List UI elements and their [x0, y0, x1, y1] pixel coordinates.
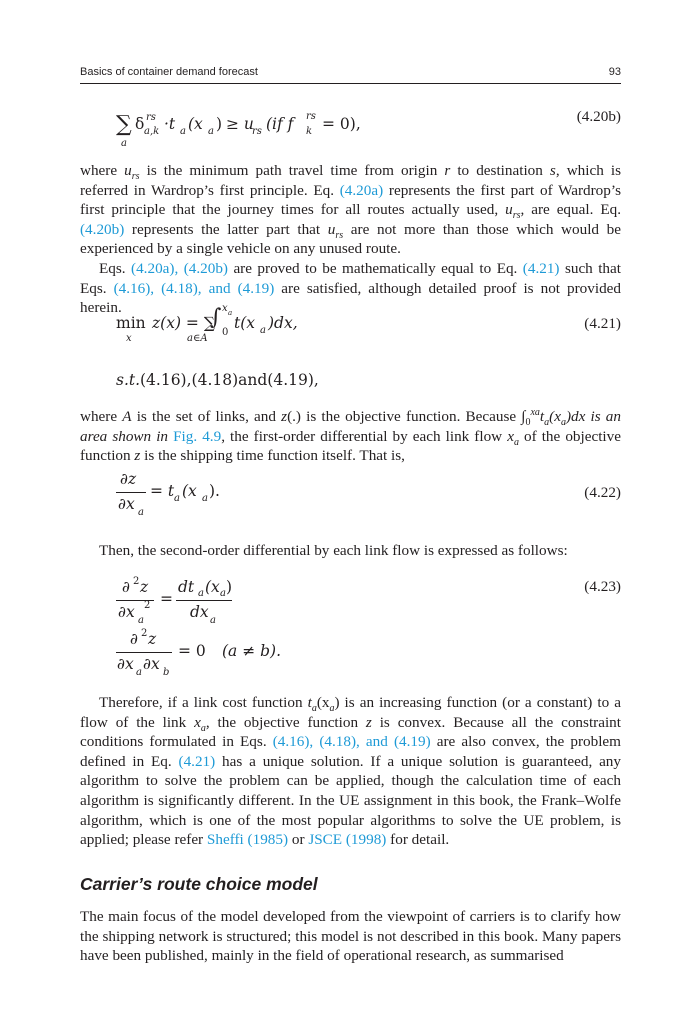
- numerator: ∂: [130, 630, 139, 648]
- ge-term: ≥ u: [226, 115, 254, 133]
- ref-sheffi[interactable]: Sheffi (1985): [206, 831, 289, 849]
- constraint-list: (4.16),(4.18)and(4.19),: [140, 371, 319, 389]
- ref-eq-4-21[interactable]: (4.21): [522, 260, 560, 277]
- ref-eqs-4-20[interactable]: (4.20a), (4.20b): [131, 260, 228, 277]
- fraction-d2z-dxadxb: [116, 630, 172, 676]
- numerator-sub: a: [198, 588, 204, 599]
- integrand-sub: a: [260, 325, 266, 336]
- denominator-sup: 2: [144, 600, 151, 611]
- section-heading: Carrier’s route choice model: [80, 874, 318, 894]
- equation-number: (4.20b): [576, 108, 621, 125]
- min-sub: x: [126, 333, 132, 344]
- equation-number: (4.23): [584, 578, 621, 595]
- header-rule: [80, 83, 621, 84]
- equation-number: (4.21): [584, 315, 621, 332]
- numerator-close: ): [226, 578, 233, 596]
- equation-4-22: [80, 470, 621, 518]
- fraction-bar: [176, 600, 232, 601]
- page-number: 93: [608, 66, 621, 78]
- integrand: t(x: [234, 314, 256, 332]
- subject-to: s.t.: [116, 371, 141, 389]
- denominator: ∂x: [117, 655, 134, 673]
- lhs-symbol: δ: [135, 115, 145, 133]
- fraction-d2z-dxa2: [116, 578, 154, 624]
- denominator-sub: a: [210, 615, 216, 626]
- equals: =: [160, 590, 173, 608]
- ref-eq-4-20b[interactable]: (4.20b): [80, 220, 125, 238]
- sum-symbol: ∑: [116, 112, 132, 137]
- numerator-end: z: [148, 630, 157, 648]
- denominator-sub: a: [138, 615, 144, 626]
- ref-constraints[interactable]: (4.16), (4.18), and (4.19): [113, 279, 275, 297]
- paragraph-carrier: The main focus of the model developed from the viewpoint of carriers is to clarify how the shipping network is structured; this model is not described in this book. Many papers have been published, mainly in the field of operational research, as summarised: [80, 908, 621, 965]
- f-sub: k: [306, 126, 313, 137]
- numerator: ∂: [122, 578, 131, 596]
- denominator-mid: ∂x: [143, 655, 160, 673]
- integral-lower: 0: [222, 327, 229, 338]
- numerator: ∂z: [120, 470, 137, 488]
- denominator-sub: a: [138, 507, 144, 518]
- fraction-dz-dx: [116, 470, 146, 516]
- running-header: [80, 66, 621, 80]
- ref-constraints-2[interactable]: (4.16), (4.18), and (4.19): [272, 733, 431, 751]
- denominator-sub: a: [136, 667, 142, 678]
- numerator: dt: [178, 578, 195, 596]
- equation-4-20b: [80, 108, 621, 148]
- running-header-title: Basics of container demand forecast: [80, 66, 258, 78]
- numerator-sup: 2: [133, 576, 140, 587]
- lhs-term: [135, 115, 144, 133]
- fraction-bar: [116, 652, 172, 653]
- arg-sub: a: [208, 126, 214, 137]
- u-sub: rs: [252, 126, 262, 137]
- rhs-arg: (x: [182, 482, 197, 500]
- cond-end: = 0),: [322, 115, 361, 133]
- numerator-sup: 2: [141, 628, 148, 639]
- equation-4-23: [80, 578, 621, 678]
- integral-upper-sub: a: [228, 309, 233, 317]
- t-term: ·t: [164, 115, 176, 133]
- rhs: = t: [150, 482, 175, 500]
- integral-upper: x: [222, 303, 228, 314]
- lhs-sub: a,k: [144, 126, 160, 137]
- paragraph-convexity: Therefore, if a link cost function $t_a(x_a)$ is an increasing function (or a constant) to a flow of the link $x_a$, the objective function z is convex. Because all the constraint conditions formulated in Eqs. (4.16), (4.18), and (4.19) are also convex, the problem defined in Eq. (4.21) has a unique solution. If a unique solution is guaranteed, any algorithm to solve the problem can be applied, though the calculation time of each algorithm is significantly different. In the UE assignment in this book, the Frank–Wolfe algorithm, which is one of the most popular algorithms to solve the UE problem, is applied; please refer Sheffi (1985) or JSCE (1998) for detail.: [80, 694, 621, 849]
- integral-sign: ∫: [210, 305, 222, 330]
- numerator-arg: (x: [205, 578, 220, 596]
- numerator-end: z: [140, 578, 149, 596]
- equation-4-21: [80, 303, 621, 389]
- paragraph-wardrop: where $u_{rs}$ is the minimum path travel time from origin r to destination s, which is referred in Wardrop’s first principle. Eq. (4.20a) represents the first part of Wardrop’s first principle that the journey times for all routes actually used, $u_{rs}$, are equal. Eq. (4.20b) represents the latter part that $u_{rs}$ are not more than those which would be experienced by a single vehicle on any unused route.: [80, 162, 622, 258]
- t-sub: a: [180, 126, 186, 137]
- rhs-zero: = 0: [178, 642, 206, 660]
- paragraph-objective: where A is the set of links, and z(.) is the objective function. Because $\int_0^{xa}t_a(x_a)dx$ is an area shown in Fig. 4.9, the first-order differential by each link flow $x_a$ of the objective function z is the shipping time function itself. That is,: [80, 406, 621, 465]
- objective: z(x) = ∑: [152, 314, 215, 332]
- ref-jsce[interactable]: JSCE (1998): [308, 831, 387, 849]
- denominator: ∂x: [118, 603, 135, 621]
- numerator-arg-sub: a: [220, 588, 226, 599]
- equation-number: (4.22): [584, 484, 621, 501]
- lhs-sup: rs: [146, 112, 156, 123]
- cond: (if f: [266, 115, 294, 133]
- f-sup: rs: [306, 111, 316, 122]
- integrand-end: )dx,: [268, 314, 298, 332]
- ref-eq-4-20a[interactable]: (4.20a): [339, 181, 384, 199]
- rhs-arg-sub: a: [202, 493, 208, 504]
- arg: (x: [188, 115, 203, 133]
- paragraph-second-order: Then, the second-order differential by each link flow is expressed as follows:: [99, 542, 568, 559]
- paragraph-proof: Eqs. (4.20a), (4.20b) are proved to be mathematically equal to Eq. (4.21) such that Eqs. (4.16), (4.18), and (4.19) are satisfied, although detailed proof is not provided herein.: [80, 260, 622, 317]
- condition: (a ≠ b).: [222, 642, 282, 660]
- fraction-dta-dxa: [176, 578, 232, 624]
- sum-sub: a∈A: [187, 333, 208, 344]
- denominator: ∂x: [118, 495, 135, 513]
- ref-fig-4-9[interactable]: Fig. 4.9: [173, 427, 222, 445]
- arg-close: ): [216, 115, 223, 133]
- denominator-sub-b: b: [163, 667, 170, 678]
- sum-index: a: [121, 138, 127, 149]
- fraction-bar: [116, 492, 146, 493]
- rhs-end: ).: [209, 482, 220, 500]
- rhs-sub: a: [174, 493, 180, 504]
- ref-eq-4-21-b[interactable]: (4.21): [178, 752, 216, 770]
- denominator: dx: [190, 603, 209, 621]
- min-operator: min: [116, 314, 146, 332]
